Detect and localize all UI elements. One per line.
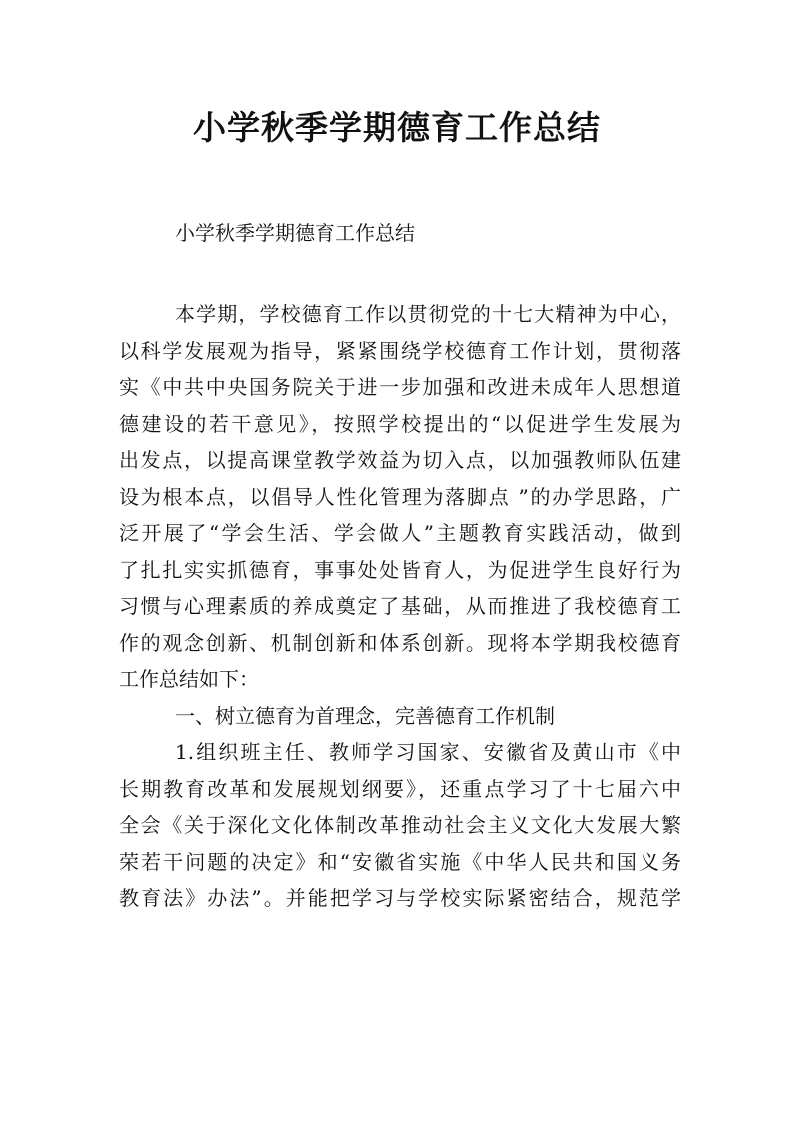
paragraph-line: 实《中共中央国务院关于进一步加强和改进未成年人思想道 bbox=[119, 375, 681, 399]
paragraph-line: 了扎扎实实抓德育，事事处处皆育人，为促进学生良好行为 bbox=[119, 557, 681, 582]
paragraph-line: 全会《关于深化文化体制改革推动社会主义文化大发展大繁 bbox=[119, 813, 681, 837]
paragraph-line: 以科学发展观为指导，紧紧围绕学校德育工作计划，贯彻落 bbox=[119, 338, 681, 363]
paragraph-line: 教育法》办法”。并能把学习与学校实际紧密结合，规范学 bbox=[119, 886, 681, 910]
document-title: 小学秋季学期德育工作总结 bbox=[193, 108, 601, 147]
paragraph-line: 出发点，以提高课堂教学效益为切入点，以加强教师队伍建 bbox=[119, 448, 681, 472]
paragraph-line: 1.组织班主任、教师学习国家、安徽省及黄山市《中 bbox=[175, 740, 681, 764]
paragraph-line: 荣若干问题的决定》和“安徽省实施《中华人民共和国义务 bbox=[119, 849, 681, 874]
document-body bbox=[119, 296, 681, 917]
paragraph-line: 工作总结如下： bbox=[119, 667, 259, 691]
paragraph-line: 本学期，学校德育工作以贯彻党的十七大精神为中心， bbox=[175, 302, 681, 326]
document-subtitle: 小学秋季学期德育工作总结 bbox=[175, 221, 415, 245]
paragraph-line: 长期教育改革和发展规划纲要》，还重点学习了十七届六中 bbox=[119, 776, 681, 801]
paragraph-line: 作的观念创新、机制创新和体系创新。现将本学期我校德育 bbox=[119, 630, 681, 655]
section-heading: 一、树立德育为首理念，完善德育工作机制 bbox=[175, 703, 555, 728]
paragraph-line: 泛开展了“学会生活、学会做人”主题教育实践活动，做到 bbox=[119, 521, 681, 545]
paragraph-line: 习惯与心理素质的养成奠定了基础，从而推进了我校德育工 bbox=[119, 594, 681, 618]
paragraph-line: 德建设的若干意见》，按照学校提出的“以促进学生发展为 bbox=[119, 411, 681, 436]
paragraph-line: 设为根本点，以倡导人性化管理为落脚点 ”的办学思路，广 bbox=[119, 484, 681, 509]
